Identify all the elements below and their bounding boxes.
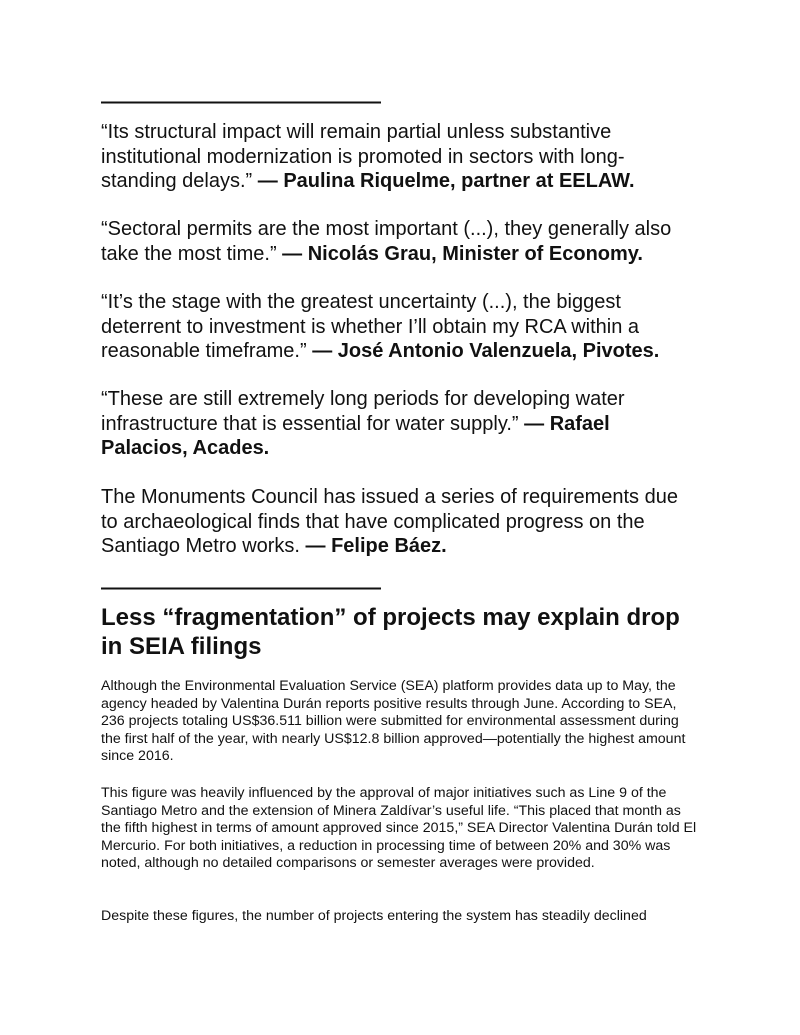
- quote-attribution: — Nicolás Grau, Minister of Economy.: [282, 242, 643, 265]
- quote-attribution: — Rafael Palacios, Acades.: [101, 412, 610, 459]
- section-divider: ——————————————: [101, 577, 381, 599]
- quote-valenzuela: [101, 290, 699, 364]
- body-paragraph-1: Although the Environmental Evaluation Service (SEA) platform provides data up to May, the agency headed by Valentina Durán reports positive results through June. According to SEA, 236 projects totaling US$36.511 billion were submitted for environmental assessment during the first half of the year, with nearly US$12.8 billion approved—potentially the highest amount since 2016.: [101, 678, 686, 764]
- quote-text: “It’s the stage with the greatest uncertainty (...), the biggest deterrent to investment is whether I’ll obtain my RCA within a reasonable timeframe.”: [101, 291, 640, 362]
- quote-text: The Monuments Council has issued a series of requirements due to archaeological finds that have complicated progress on the Santiago Metro works.: [101, 486, 678, 557]
- quote-baez: [101, 485, 699, 559]
- quote-text: “Its structural impact will remain partial unless substantive institutional modernization is promoted in sectors with long-standing delays.”: [101, 121, 625, 192]
- quote-attribution: — Paulina Riquelme, partner at EELAW.: [257, 170, 635, 192]
- body-paragraph-3: Despite these figures, the number of projects entering the system has steadily declined: [101, 908, 647, 924]
- top-divider: ——————————————: [101, 91, 381, 113]
- section-title: Less “fragmentation” of projects may explain drop in SEIA filings: [101, 604, 680, 660]
- quote-palacios: [101, 387, 699, 461]
- body-paragraph-2: This figure was heavily influenced by the approval of major initiatives such as Line 9 of the Santiago Metro and the extension of Minera Zaldívar’s useful life. “This placed that month as the fifth highest in terms of amount approved since 2015,” SEA Director Valentina Durán told El Mercurio. For both initiatives, a reduction in processing time of between 20% and 30% was noted, although no detailed comparisons or semester averages were provided.: [101, 785, 697, 871]
- quote-text: “Sectoral permits are the most important (...), they generally also take the most time.”: [101, 218, 672, 265]
- quote-text: “These are still extremely long periods for developing water infrastructure that is essential for water supply.”: [101, 388, 625, 435]
- quote-riquelme: [101, 120, 699, 194]
- quote-attribution: — Felipe Báez.: [305, 535, 447, 557]
- quote-grau: [101, 217, 699, 266]
- quote-attribution: — José Antonio Valenzuela, Pivotes.: [312, 340, 660, 362]
